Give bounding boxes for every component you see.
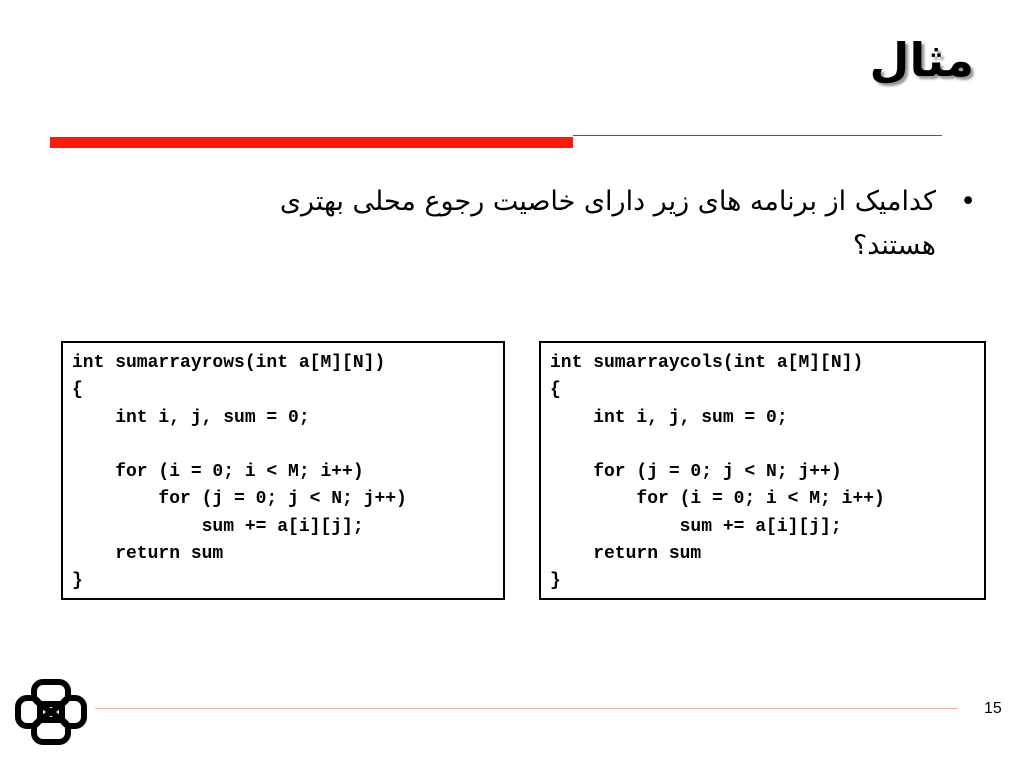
bullet-text-line-2: هستند؟ [852, 230, 936, 261]
code-line: { [72, 380, 83, 401]
slide-title: مثال [869, 33, 974, 87]
code-line: } [550, 571, 561, 592]
code-line [72, 432, 503, 459]
code-line: sum += a[i][j]; [550, 516, 842, 537]
bullet-text-line-1: کدامیک از برنامه های زیر دارای خاصیت رجوع محلی بهتری [279, 186, 936, 217]
code-line: return sum [72, 544, 224, 565]
code-line: for (j = 0; j < N; j++) [550, 462, 842, 483]
code-line: for (j = 0; j < N; j++) [72, 489, 407, 510]
code-line: sum += a[i][j]; [72, 516, 364, 537]
code-line: for (i = 0; i < M; i++) [72, 462, 364, 483]
title-underline-thin [573, 135, 942, 136]
code-line: for (i = 0; i < M; i++) [550, 489, 885, 510]
footer-rule [95, 708, 958, 709]
page-number: 15 [984, 700, 1002, 717]
title-underline-thick [50, 137, 573, 148]
bullet-dot: • [960, 186, 976, 217]
code-block-sumarrayrows [61, 341, 505, 600]
code-line: } [72, 571, 83, 592]
code-line: int i, j, sum = 0; [550, 407, 788, 428]
bullet-item [96, 180, 976, 268]
code-line: int sumarraycols(int a[M][N]) [550, 353, 864, 373]
code-block-sumarraycols [539, 341, 986, 600]
code-line: { [550, 380, 561, 401]
code-line: return sum [550, 544, 702, 565]
code-line [550, 432, 984, 459]
code-line: int i, j, sum = 0; [72, 407, 310, 428]
code-line: int sumarrayrows(int a[M][N]) [72, 353, 386, 373]
university-knot-logo-icon [12, 676, 90, 748]
